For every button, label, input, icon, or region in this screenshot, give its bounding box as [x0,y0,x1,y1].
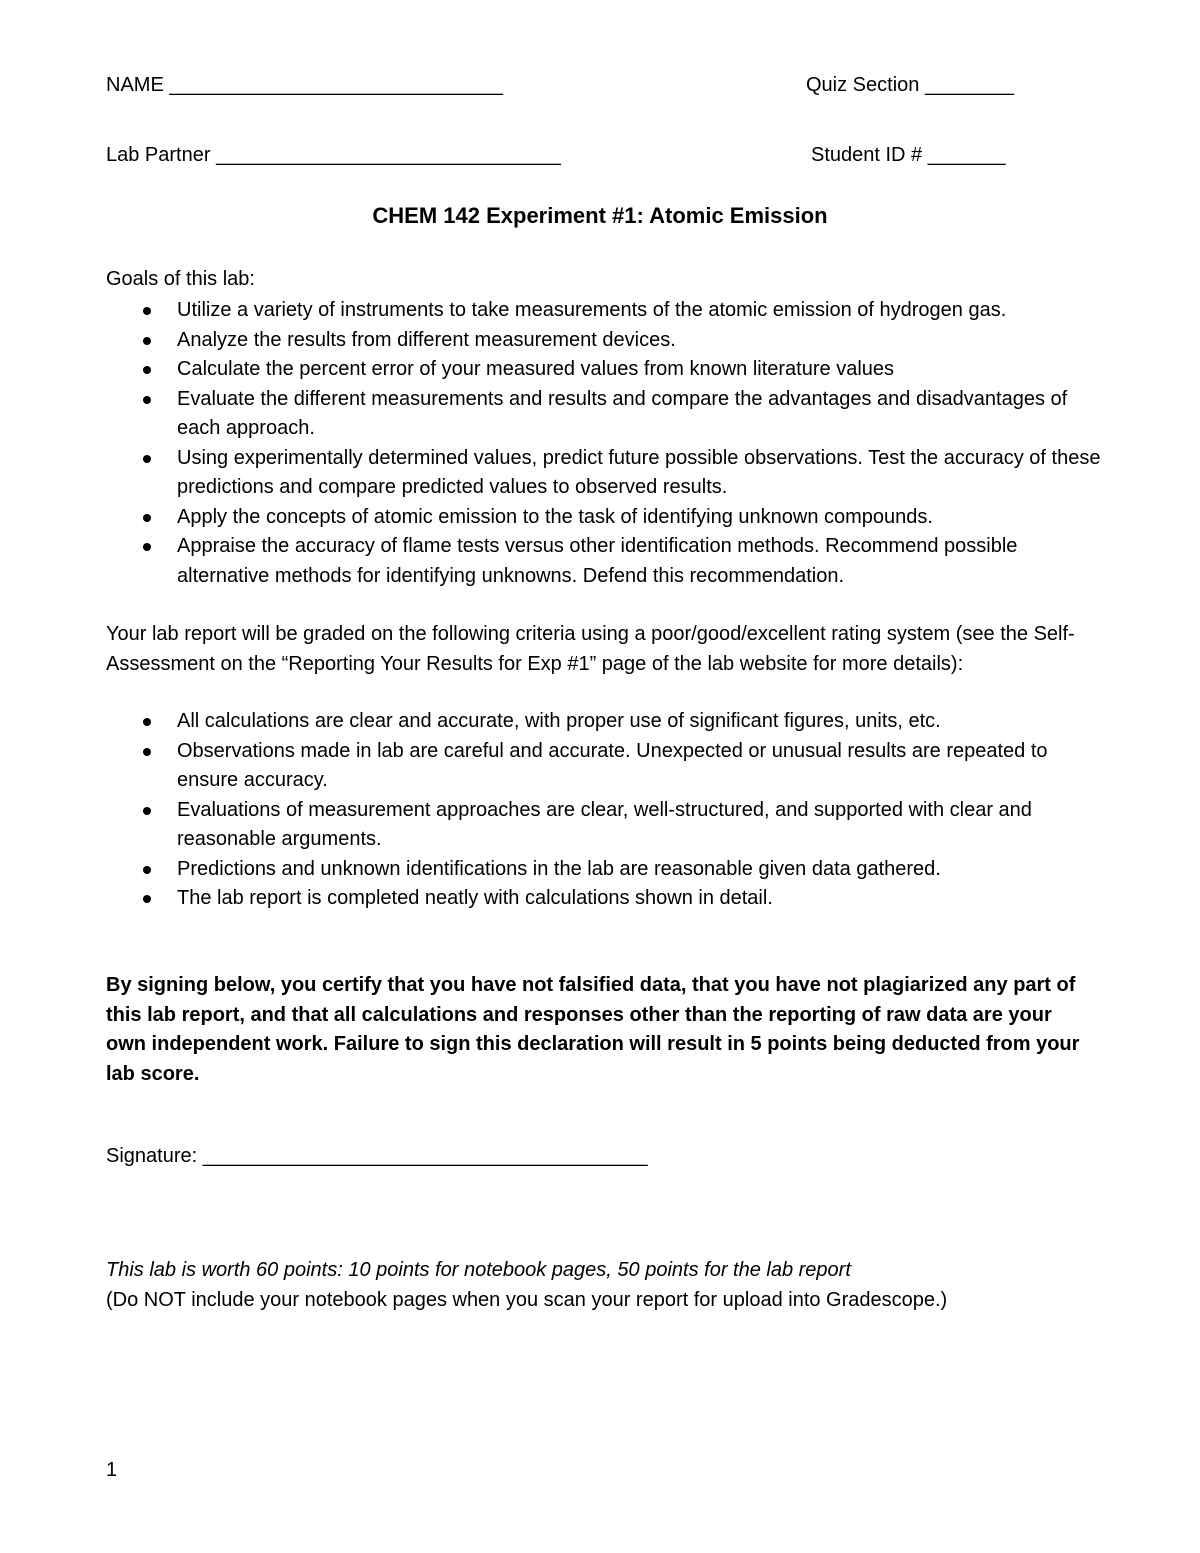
criteria-intro: Your lab report will be graded on the following criteria using a poor/good/excellent rating system (see the Self-Assessment on the “Reporting Your Results for Exp #1” page of the lab website for more details): [106,623,1075,675]
list-item: Analyze the results from different measurement devices. [106,326,1106,356]
goals-list [106,296,1106,591]
quiz-section-field-label: Quiz Section ________ [806,74,1014,96]
bullet-icon [143,748,151,756]
list-item: All calculations are clear and accurate, with proper use of significant figures, units, etc. [106,707,1106,737]
bullet-icon [143,366,151,374]
page-number: 1 [106,1459,118,1481]
name-field-label: NAME ______________________________ [106,74,504,96]
bullet-icon [143,543,151,551]
goals-heading: Goals of this lab: [106,268,255,290]
bullet-icon [143,514,151,522]
signature-field-label: Signature: ________________________________________ [106,1145,648,1167]
list-item: Observations made in lab are careful and accurate. Unexpected or unusual results are repeated to ensure accuracy. [106,737,1106,796]
list-item: Appraise the accuracy of flame tests versus other identification methods. Recommend possible alternative methods for identifying unknowns. Defend this recommendation. [106,532,1106,591]
lab-partner-field-label: Lab Partner _______________________________ [106,144,561,166]
bullet-icon [143,307,151,315]
bullet-icon [143,396,151,404]
criteria-list [106,707,1106,914]
upload-note: (Do NOT include your notebook pages when you scan your report for upload into Gradescope.) [106,1289,948,1311]
list-item: Predictions and unknown identifications in the lab are reasonable given data gathered. [106,855,1106,885]
bullet-icon [143,866,151,874]
bullet-icon [143,455,151,463]
list-item: Evaluate the different measurements and results and compare the advantages and disadvantages of each approach. [106,385,1106,444]
list-item: Apply the concepts of atomic emission to the task of identifying unknown compounds. [106,503,1106,533]
bullet-icon [143,337,151,345]
points-note: This lab is worth 60 points: 10 points for notebook pages, 50 points for the lab report [106,1259,851,1281]
student-id-field-label: Student ID # _______ [811,144,1006,166]
certification-declaration: By signing below, you certify that you have not falsified data, that you have not plagiarized any part of this lab report, and that all calculations and responses other than the reporting of raw data are your own independent work. Failure to sign this declaration will result in 5 points being deducted from your lab score. [106,974,1080,1085]
list-item: Calculate the percent error of your measured values from known literature values [106,355,1106,385]
document-title: CHEM 142 Experiment #1: Atomic Emission [372,203,828,228]
list-item: Utilize a variety of instruments to take measurements of the atomic emission of hydrogen gas. [106,296,1106,326]
bullet-icon [143,807,151,815]
list-item: The lab report is completed neatly with calculations shown in detail. [106,884,1106,914]
list-item: Evaluations of measurement approaches are clear, well-structured, and supported with clear and reasonable arguments. [106,796,1106,855]
bullet-icon [143,718,151,726]
list-item: Using experimentally determined values, predict future possible observations. Test the accuracy of these predictions and compare predicted values to observed results. [106,444,1106,503]
bullet-icon [143,895,151,903]
